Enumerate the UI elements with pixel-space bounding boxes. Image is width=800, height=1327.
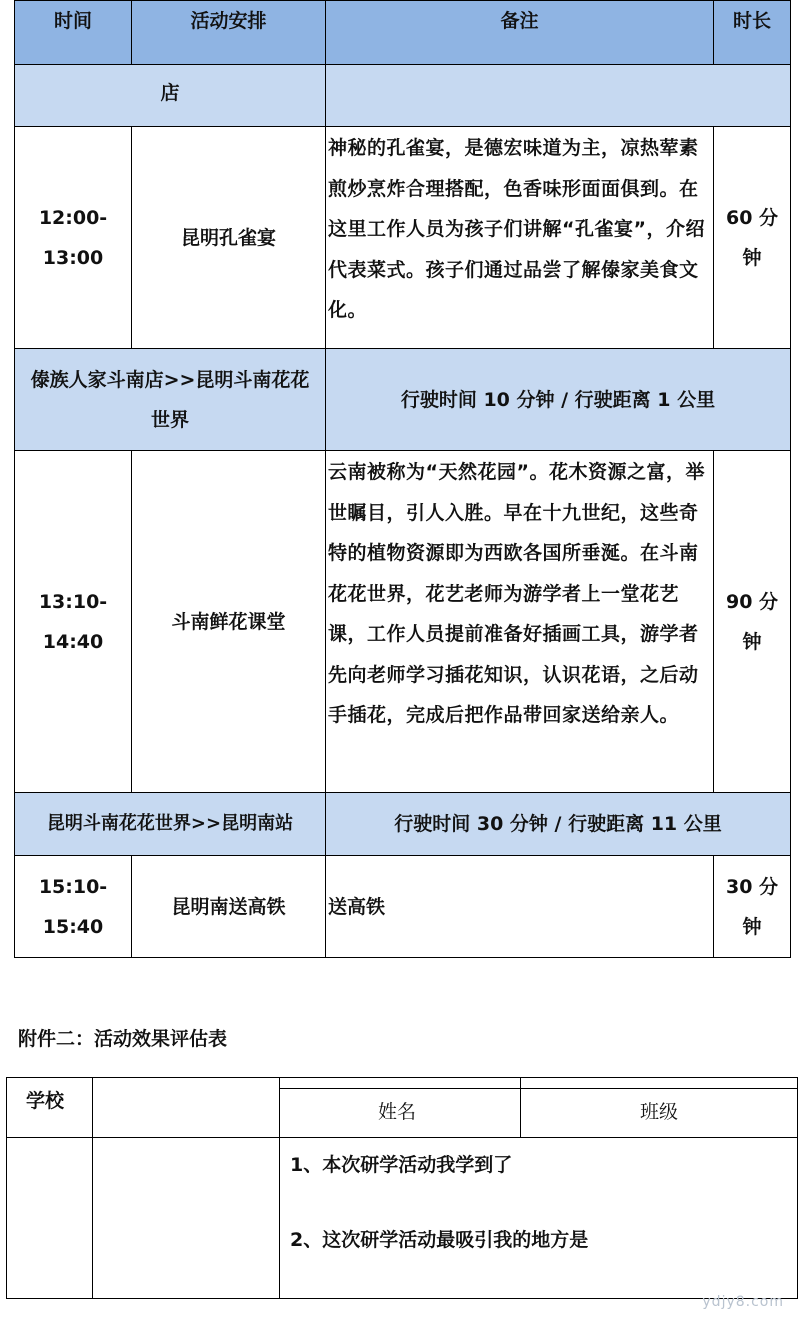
row1-time: [14, 126, 131, 348]
transfer2-info-text: 行驶时间 30 分钟 / 行驶距离 11 公里: [394, 813, 722, 835]
row3-activity: [131, 855, 325, 958]
school-label: [26, 1086, 64, 1113]
row2-activity: [131, 450, 325, 792]
col-divider-3: [520, 1077, 521, 1137]
row1-duration: [713, 126, 791, 348]
transfer1-info-text: 行驶时间 10 分钟 / 行驶距离 1 公里: [400, 388, 716, 411]
row3-duration-text: 30 分 钟: [725, 875, 779, 938]
header-activity: [131, 0, 325, 64]
class-label: [640, 1097, 678, 1124]
row3-note: [325, 855, 713, 958]
row1-duration-text: 60 分 钟: [725, 206, 779, 269]
name-label-text: 姓名: [378, 1101, 417, 1123]
row1-note-text: 神秘的孔雀宴，是德宏味道为主，凉热荤素煎炒烹炸合理搭配，色香味形面面俱到。在这里工作人员为孩子们讲解“孔雀宴”，介绍代表菜式。孩子们通过品尝了解傣家美食文化。: [328, 137, 705, 321]
transfer-route-partial-text: 店: [160, 82, 180, 104]
row2-duration: [713, 450, 791, 792]
header-activity-label: 活动安排: [190, 10, 267, 32]
transfer1-route: [14, 348, 325, 450]
row1-activity-text: 昆明孔雀宴: [180, 226, 276, 249]
row2-note: [325, 450, 713, 792]
row3-note-text: 送高铁: [328, 895, 386, 918]
watermark-text: ydjy8.com: [702, 1294, 784, 1310]
transfer2-route-text: 昆明斗南花花世界>>昆明南站: [46, 813, 294, 834]
transfer1-route-text: 傣族人家斗南店>>昆明斗南花花世界: [30, 368, 310, 431]
row3-time: [14, 855, 131, 958]
transfer-info-partial: [325, 64, 791, 126]
header-note-label: 备注: [500, 10, 539, 32]
header-note: [325, 0, 713, 64]
watermark: [702, 1294, 784, 1310]
header-duration: [713, 0, 791, 64]
row-divider-1: [279, 1088, 798, 1089]
transfer2-route: [14, 792, 325, 855]
col-divider-1: [92, 1077, 93, 1299]
transfer2-info: [325, 792, 791, 855]
question-2: [290, 1225, 588, 1252]
name-label: [378, 1097, 416, 1124]
row2-time-text: 13:10- 14:40: [38, 590, 108, 653]
row2-time: [14, 450, 131, 792]
row1-activity: [131, 126, 325, 348]
row3-duration: [713, 855, 791, 958]
row3-time-text: 15:10- 15:40: [38, 875, 108, 938]
col-divider-2: [279, 1077, 280, 1299]
row3-activity-text: 昆明南送高铁: [171, 895, 286, 918]
school-label-text: 学校: [26, 1090, 65, 1112]
question-1: [290, 1150, 512, 1177]
transfer-route-partial: [14, 64, 325, 126]
appendix-title-text: 附件二：活动效果评估表: [18, 1028, 228, 1050]
row1-time-text: 12:00- 13:00: [38, 206, 108, 269]
class-label-text: 班级: [640, 1101, 679, 1123]
row1-note: [325, 126, 713, 348]
question-2-text: 2、这次研学活动最吸引我的地方是: [290, 1229, 589, 1251]
appendix-title: [18, 1024, 227, 1051]
header-duration-label: 时长: [732, 10, 771, 32]
question-1-text: 1、本次研学活动我学到了: [290, 1154, 513, 1176]
header-time-label: 时间: [53, 10, 92, 32]
row2-activity-text: 斗南鲜花课堂: [171, 610, 286, 633]
row2-duration-text: 90 分 钟: [725, 590, 779, 653]
row-divider-2: [6, 1137, 798, 1138]
transfer1-info: [325, 348, 791, 450]
header-time: [14, 0, 131, 64]
row2-note-text: 云南被称为“天然花园”。花木资源之富，举世瞩目，引人入胜。早在十九世纪，这些奇特的植物资源即为西欧各国所垂涎。在斗南花花世界，花艺老师为游学者上一堂花艺课，工作人员提前准备好插画工具，游学者先向老师学习插花知识，认识花语，之后动手插花，完成后把作品带回家送给亲人。: [328, 461, 705, 726]
